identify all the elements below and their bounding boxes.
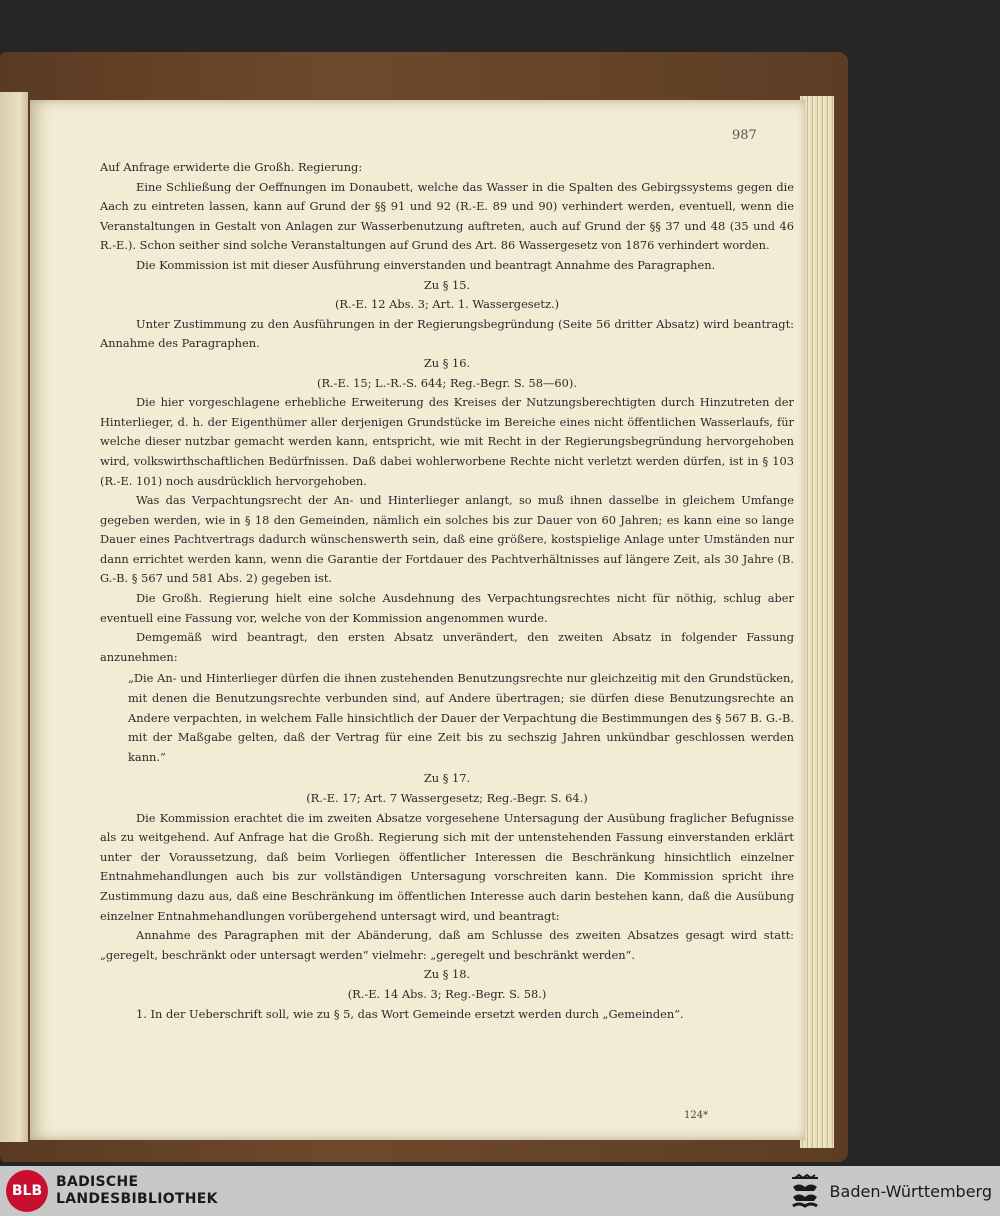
section-heading: Zu § 18. [423, 967, 471, 982]
library-brand[interactable] [0, 1170, 218, 1212]
section-heading: Zu § 16. [423, 355, 471, 370]
lions-icon [790, 1173, 820, 1209]
page-edges [800, 96, 834, 1148]
paragraph: Unter Zustimmung zu den Ausführungen in der Regierungsbegründung (Seite 56 dritter Absatz) wird beantragt: Annahme des Paragraphen. [100, 316, 794, 351]
section-reference: (R.-E. 17; Art. 7 Wassergesetz; Reg.-Begr. S. 64.) [306, 791, 588, 805]
section-heading: Zu § 15. [423, 277, 471, 292]
paragraph: Die Kommission erachtet die im zweiten Absatze vorgesehene Untersagung der Ausübung fraglicher Befugnisse als zu weitgehend. Auf Anfrage hat die Großh. Regierung sich mit der untenstehenden Fassung einverstanden erklärt unter der Voraussetzung, daß beim Vorliegen öffentlicher Interessen die Beschränkung hinsichtlich einzelner Entnahmehandlungen auch bis zur vollständigen Untersagung vorschreiten kann. Die Kommission spricht ihre Zustimmung dazu aus, daß eine Beschränkung im öffentlichen Interesse auch darin bestehen kann, daß die Ausübung einzelner Entnahmehandlungen vorübergehend untersagt wird, und beantragt: [100, 810, 794, 923]
paragraph: 1. In der Ueberschrift soll, wie zu § 5, das Wort Gemeinde ersetzt werden durch „Gemeinden“. [136, 1006, 684, 1021]
section-heading: Zu § 17. [423, 771, 471, 786]
blb-logo: BLB [6, 1170, 48, 1212]
paragraph: Auf Anfrage erwiderte die Großh. Regierung: [100, 160, 363, 174]
page-number: 987 [732, 128, 757, 143]
state-name: Baden-Württemberg [829, 1181, 992, 1201]
footer-bar [0, 1166, 1000, 1216]
section-reference: (R.-E. 15; L.-R.-S. 644; Reg.-Begr. S. 58—60). [317, 375, 577, 390]
library-name-line1: BADISCHE [56, 1174, 139, 1190]
signature-mark: 124* [684, 1110, 709, 1121]
section-reference: (R.-E. 14 Abs. 3; Reg.-Begr. S. 58.) [347, 986, 547, 1001]
paragraph: Demgemäß wird beantragt, den ersten Absatz unverändert, den zweiten Absatz in folgender Fassung anzunehmen: [100, 630, 794, 664]
book-page [30, 100, 805, 1140]
paragraph: Was das Verpachtungsrecht der An- und Hinterlieger anlangt, so muß ihnen dasselbe in gleichem Umfange gegeben werden, wie in § 18 den Gemeinden, nämlich ein solches bis zur Dauer von 60 Jahren; es kann eine so lange Dauer eines Pachtvertrags dadurch wünschenswerth sein, daß eine größere, kostspielige Anlage unter Umständen nur dann errichtet werden kann, wenn die Garantie der Fortdauer des Pachtverhältnisses auf längere Zeit, als 30 Jahre (B. G.-B. § 567 und 581 Abs. 2) gegeben ist. [100, 493, 794, 586]
paragraph: Die Kommission ist mit dieser Ausführung einverstanden und beantragt Annahme des Paragraphen. [136, 257, 716, 272]
library-name-line2: LANDESBIBLIOTHEK [56, 1191, 218, 1207]
paragraph: Annahme des Paragraphen mit der Abänderung, daß am Schlusse des zweiten Absatzes gesagt wird statt: „geregelt, beschränkt oder untersagt werden“ vielmehr: „geregelt und beschränkt werden“. [100, 928, 794, 962]
paragraph: Die Großh. Regierung hielt eine solche Ausdehnung des Verpachtungsrechtes nicht für nöthig, schlug aber eventuell eine Fassung vor, welche von der Kommission angenommen wurde. [100, 591, 794, 625]
section-reference: (R.-E. 12 Abs. 3; Art. 1. Wassergesetz.) [334, 297, 560, 312]
quoted-text: „Die An- und Hinterlieger dürfen die ihnen zustehenden Benutzungsrechte nur gleichzeitig mit den Grundstücken, mit denen die Benutzungsrechte verbunden sind, auf Andere übertragen; sie dürfen diese Benutzungsrechte an Andere verpachten, in welchem Falle hinsichtlich der Dauer der Verpachtung die Bestimmungen des § 567 B. G.-B. mit der Maßgabe gelten, daß der Vertrag für eine Zeit bis zu sechszig Jahren unkündbar geschlossen werden kann.“ [128, 671, 794, 764]
library-name [56, 1174, 218, 1208]
paragraph: Eine Schließung der Oeffnungen im Donaubett, welche das Wasser in die Spalten des Gebirgssystems gegen die Aach zu eintreten lassen, kann auf Grund der §§ 91 und 92 (R.-E. 89 und 90) verhindert werden, eventuell, wenn die Veranstaltungen in Gestalt von Anlagen zur Wasserbenutzung auftreten, auch auf Grund der §§ 37 und 48 (35 und 46 R.-E.). Schon seither sind solche Veranstaltungen auf Grund des Art. 86 Wassergesetz von 1876 verhindert worden. [100, 179, 794, 253]
state-brand[interactable] [790, 1173, 1000, 1209]
paragraph: Die hier vorgeschlagene erhebliche Erweiterung des Kreises der Nutzungsberechtigten durch Hinzutreten der Hinterlieger, d. h. der Eigenthümer aller derjenigen Grundstücke im Bereiche eines nicht öffentlichen Wasserlaufs, für welche dieser nutzbar gemacht werden kann, entspricht, wie mit Recht in der Regierungsbegründung hervorgehoben wird, volkswirthschaftlichen Bedürfnissen. Daß dabei wohlerworbene Rechte nicht verletzt werden dürfen, ist in § 103 (R.-E. 101) noch ausdrücklich hervorgehoben. [100, 395, 794, 488]
left-page-edge [0, 92, 28, 1142]
page-text [100, 158, 794, 1024]
